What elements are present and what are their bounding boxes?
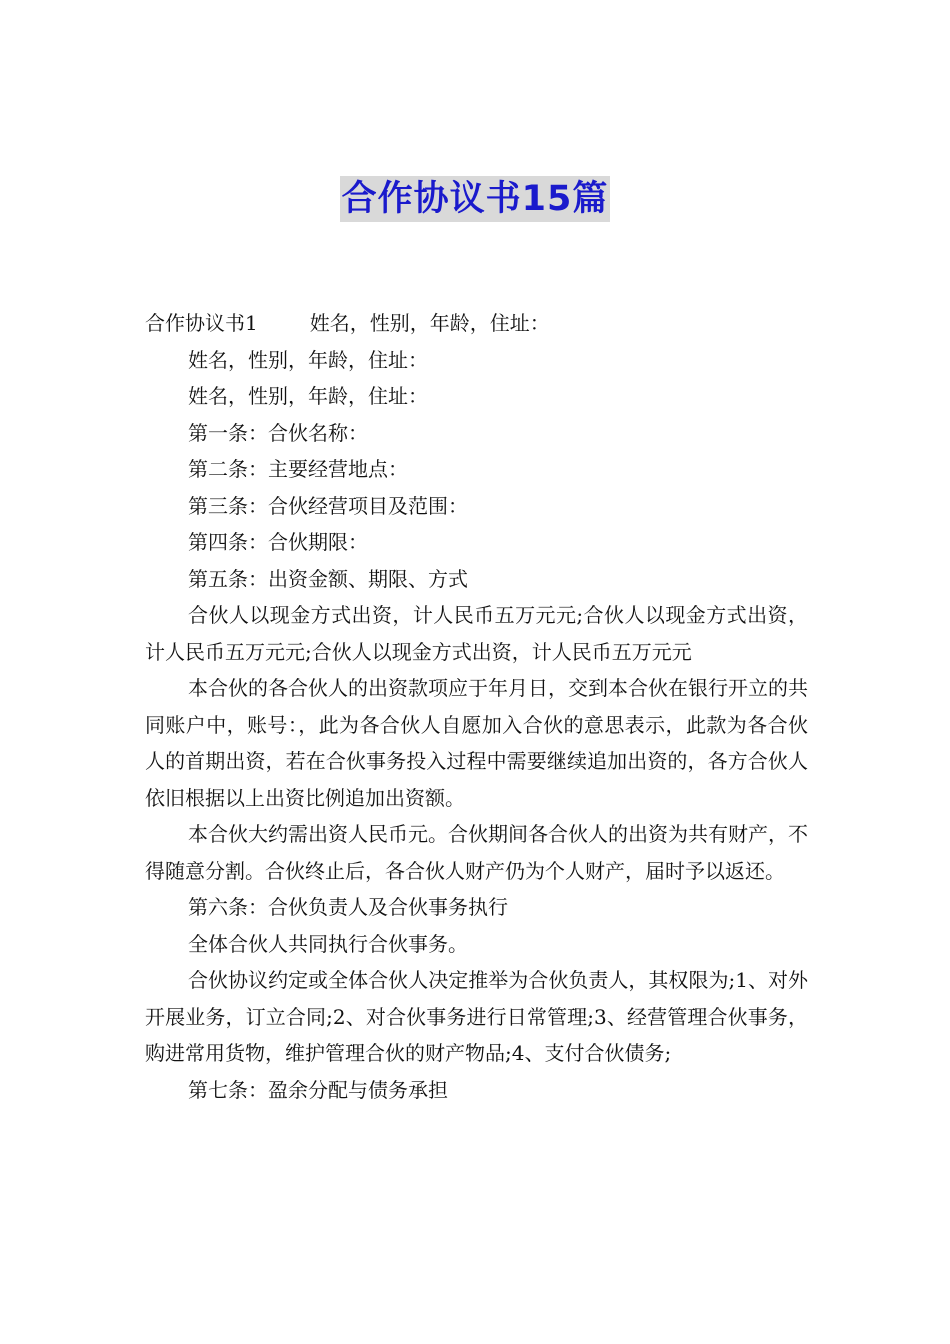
party-info-line: 姓名，性别，年龄，住址：: [309, 311, 550, 335]
paragraph-contribution: 合伙人以现金方式出资，计人民币五万元元;合伙人以现金方式出资，计人民币五万元元;合伙人以现金方式出资，计人民币五万元元: [145, 603, 808, 664]
document-title: 合作协议书15篇: [340, 176, 611, 222]
article-3: 第三条：合伙经营项目及范围：: [188, 493, 468, 518]
first-line: [145, 305, 808, 342]
article-5: 第五条：出资金额、期限、方式: [188, 566, 468, 591]
article-7: 第七条：盈余分配与债务承担: [188, 1077, 448, 1102]
title-container: [0, 176, 950, 222]
document-body: [145, 305, 808, 1108]
party-info-line: 姓名，性别，年龄，住址：: [188, 347, 428, 372]
article-1: 第一条：合伙名称：: [188, 420, 368, 445]
paragraph-payment: 本合伙的各合伙人的出资款项应于年月日，交到本合伙在银行开立的共同账户中，账号：，此为各合伙人自愿加入合伙的意思表示，此款为各合伙人的首期出资，若在合伙事务投入过程中需要继续追加出资的，各方合伙人依旧根据以上出资比例追加出资额。: [145, 676, 808, 810]
article-2: 第二条：主要经营地点：: [188, 457, 408, 481]
paragraph-authority: 合伙协议约定或全体合伙人决定推举为合伙负责人，其权限为;1、对外开展业务，订立合同;2、对合伙事务进行日常管理;3、经营管理合伙事务，购进常用货物，维护管理合伙的财产物品;4、支付合伙债务;: [145, 968, 808, 1065]
article-6: 第六条：合伙负责人及合伙事务执行: [188, 895, 508, 919]
paragraph-property: 本合伙大约需出资人民币元。合伙期间各合伙人的出资为共有财产，不得随意分割。合伙终止后，各合伙人财产仍为个人财产，届时予以返还。: [145, 822, 808, 883]
party-info-line: 姓名，性别，年龄，住址：: [188, 384, 428, 408]
article-4: 第四条：合伙期限：: [188, 530, 368, 554]
execution-line: 全体合伙人共同执行合伙事务。: [188, 931, 468, 956]
agreement-heading: 合作协议书1: [145, 311, 258, 335]
